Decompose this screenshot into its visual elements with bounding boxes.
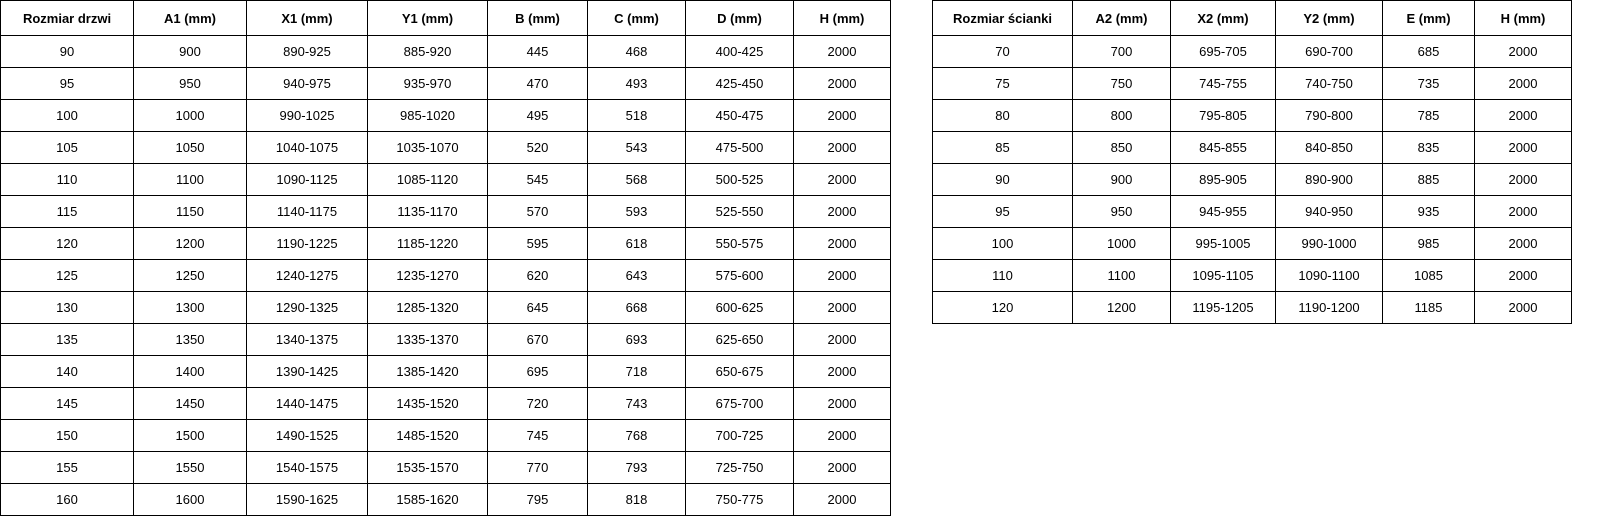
table-cell: 835 (1383, 132, 1475, 164)
table-cell: 1285-1320 (368, 292, 488, 324)
table-cell: 593 (588, 196, 686, 228)
column-header: X2 (mm) (1171, 1, 1276, 36)
table-cell: 550-575 (686, 228, 794, 260)
column-header: Y1 (mm) (368, 1, 488, 36)
table-cell: 740-750 (1276, 68, 1383, 100)
table-cell: 1490-1525 (247, 420, 368, 452)
table-cell: 950 (1073, 196, 1171, 228)
table-cell: 85 (933, 132, 1073, 164)
table-cell: 1440-1475 (247, 388, 368, 420)
table-cell: 793 (588, 452, 686, 484)
table-cell: 1550 (134, 452, 247, 484)
doors-table-body (1, 36, 891, 516)
table-cell: 1500 (134, 420, 247, 452)
table-cell: 1340-1375 (247, 324, 368, 356)
table-cell: 520 (488, 132, 588, 164)
table-cell: 995-1005 (1171, 228, 1276, 260)
table-cell: 110 (1, 164, 134, 196)
table-cell: 95 (933, 196, 1073, 228)
table-cell: 75 (933, 68, 1073, 100)
table-cell: 800 (1073, 100, 1171, 132)
table-cell: 940-975 (247, 68, 368, 100)
table-cell: 790-800 (1276, 100, 1383, 132)
table-cell: 935-970 (368, 68, 488, 100)
table-cell: 568 (588, 164, 686, 196)
table-cell: 1040-1075 (247, 132, 368, 164)
table-cell: 1300 (134, 292, 247, 324)
table-cell: 1185-1220 (368, 228, 488, 260)
table-cell: 160 (1, 484, 134, 516)
table-cell: 115 (1, 196, 134, 228)
table-cell: 2000 (794, 196, 891, 228)
table-row (1, 196, 891, 228)
table-cell: 795 (488, 484, 588, 516)
table-row (933, 132, 1572, 164)
table-row (933, 36, 1572, 68)
table-cell: 620 (488, 260, 588, 292)
table-cell: 2000 (794, 68, 891, 100)
table-header-row (933, 1, 1572, 36)
table-cell: 468 (588, 36, 686, 68)
column-header: H (mm) (794, 1, 891, 36)
table-cell: 725-750 (686, 452, 794, 484)
table-cell: 105 (1, 132, 134, 164)
table-cell: 945-955 (1171, 196, 1276, 228)
column-header: D (mm) (686, 1, 794, 36)
table-cell: 885 (1383, 164, 1475, 196)
table-cell: 2000 (1475, 292, 1572, 324)
column-header: H (mm) (1475, 1, 1572, 36)
table-cell: 700-725 (686, 420, 794, 452)
table-cell: 1200 (1073, 292, 1171, 324)
table-cell: 95 (1, 68, 134, 100)
walls-size-table (932, 0, 1572, 324)
table-cell: 495 (488, 100, 588, 132)
table-cell: 900 (1073, 164, 1171, 196)
table-cell: 100 (1, 100, 134, 132)
table-cell: 110 (933, 260, 1073, 292)
column-header: A1 (mm) (134, 1, 247, 36)
table-cell: 1050 (134, 132, 247, 164)
table-cell: 595 (488, 228, 588, 260)
table-cell: 425-450 (686, 68, 794, 100)
table-cell: 2000 (1475, 196, 1572, 228)
table-cell: 2000 (1475, 68, 1572, 100)
table-cell: 770 (488, 452, 588, 484)
table-cell: 1090-1100 (1276, 260, 1383, 292)
table-cell: 643 (588, 260, 686, 292)
table-cell: 1085 (1383, 260, 1475, 292)
table-cell: 1140-1175 (247, 196, 368, 228)
table-cell: 668 (588, 292, 686, 324)
table-cell: 745-755 (1171, 68, 1276, 100)
table-row (1, 260, 891, 292)
table-cell: 1250 (134, 260, 247, 292)
table-cell: 1200 (134, 228, 247, 260)
table-cell: 150 (1, 420, 134, 452)
table-cell: 795-805 (1171, 100, 1276, 132)
table-cell: 1190-1225 (247, 228, 368, 260)
table-cell: 1600 (134, 484, 247, 516)
table-cell: 1290-1325 (247, 292, 368, 324)
table-cell: 1485-1520 (368, 420, 488, 452)
table-row (1, 420, 891, 452)
table-cell: 145 (1, 388, 134, 420)
column-header: C (mm) (588, 1, 686, 36)
table-cell: 130 (1, 292, 134, 324)
table-cell: 470 (488, 68, 588, 100)
table-cell: 890-900 (1276, 164, 1383, 196)
walls-table-head (933, 1, 1572, 36)
table-row (1, 452, 891, 484)
doors-table-head (1, 1, 891, 36)
table-cell: 1350 (134, 324, 247, 356)
table-cell: 1000 (134, 100, 247, 132)
table-cell: 2000 (794, 164, 891, 196)
table-cell: 543 (588, 132, 686, 164)
table-row (1, 356, 891, 388)
table-cell: 400-425 (686, 36, 794, 68)
table-cell: 695-705 (1171, 36, 1276, 68)
table-cell: 625-650 (686, 324, 794, 356)
table-cell: 90 (1, 36, 134, 68)
table-cell: 890-925 (247, 36, 368, 68)
table-cell: 2000 (794, 356, 891, 388)
table-cell: 895-905 (1171, 164, 1276, 196)
table-row (933, 292, 1572, 324)
table-cell: 645 (488, 292, 588, 324)
table-cell: 720 (488, 388, 588, 420)
table-cell: 940-950 (1276, 196, 1383, 228)
table-cell: 135 (1, 324, 134, 356)
table-cell: 518 (588, 100, 686, 132)
table-cell: 1435-1520 (368, 388, 488, 420)
table-cell: 2000 (1475, 260, 1572, 292)
table-cell: 2000 (794, 36, 891, 68)
table-cell: 80 (933, 100, 1073, 132)
table-cell: 1095-1105 (1171, 260, 1276, 292)
table-row (933, 164, 1572, 196)
table-cell: 700 (1073, 36, 1171, 68)
table-cell: 1100 (134, 164, 247, 196)
table-header-row (1, 1, 891, 36)
table-cell: 690-700 (1276, 36, 1383, 68)
table-cell: 570 (488, 196, 588, 228)
table-row (1, 164, 891, 196)
table-cell: 450-475 (686, 100, 794, 132)
table-cell: 575-600 (686, 260, 794, 292)
table-cell: 1590-1625 (247, 484, 368, 516)
table-row (933, 228, 1572, 260)
table-cell: 493 (588, 68, 686, 100)
table-cell: 900 (134, 36, 247, 68)
table-row (933, 100, 1572, 132)
table-cell: 693 (588, 324, 686, 356)
table-row (1, 388, 891, 420)
column-header: B (mm) (488, 1, 588, 36)
table-cell: 1190-1200 (1276, 292, 1383, 324)
table-cell: 675-700 (686, 388, 794, 420)
table-cell: 1195-1205 (1171, 292, 1276, 324)
table-cell: 750 (1073, 68, 1171, 100)
table-cell: 600-625 (686, 292, 794, 324)
table-cell: 1035-1070 (368, 132, 488, 164)
column-header: A2 (mm) (1073, 1, 1171, 36)
table-cell: 70 (933, 36, 1073, 68)
table-cell: 950 (134, 68, 247, 100)
table-row (1, 228, 891, 260)
table-cell: 695 (488, 356, 588, 388)
table-cell: 1390-1425 (247, 356, 368, 388)
table-cell: 845-855 (1171, 132, 1276, 164)
table-cell: 525-550 (686, 196, 794, 228)
table-cell: 1450 (134, 388, 247, 420)
table-cell: 785 (1383, 100, 1475, 132)
table-cell: 2000 (794, 132, 891, 164)
table-cell: 2000 (794, 324, 891, 356)
table-cell: 685 (1383, 36, 1475, 68)
table-cell: 2000 (1475, 132, 1572, 164)
table-cell: 2000 (794, 100, 891, 132)
table-cell: 1585-1620 (368, 484, 488, 516)
table-cell: 1185 (1383, 292, 1475, 324)
table-cell: 1540-1575 (247, 452, 368, 484)
table-cell: 155 (1, 452, 134, 484)
table-cell: 1535-1570 (368, 452, 488, 484)
table-cell: 445 (488, 36, 588, 68)
table-cell: 718 (588, 356, 686, 388)
table-cell: 1100 (1073, 260, 1171, 292)
table-cell: 100 (933, 228, 1073, 260)
walls-table-body (933, 36, 1572, 324)
table-cell: 1150 (134, 196, 247, 228)
table-row (1, 132, 891, 164)
table-row (933, 68, 1572, 100)
table-row (1, 484, 891, 516)
table-row (1, 324, 891, 356)
table-cell: 1400 (134, 356, 247, 388)
table-cell: 743 (588, 388, 686, 420)
table-cell: 2000 (1475, 36, 1572, 68)
table-row (933, 196, 1572, 228)
table-cell: 985 (1383, 228, 1475, 260)
table-cell: 125 (1, 260, 134, 292)
table-cell: 750-775 (686, 484, 794, 516)
table-cell: 1135-1170 (368, 196, 488, 228)
column-header: Y2 (mm) (1276, 1, 1383, 36)
table-row (933, 260, 1572, 292)
table-cell: 120 (1, 228, 134, 260)
table-cell: 2000 (1475, 100, 1572, 132)
column-header: E (mm) (1383, 1, 1475, 36)
table-cell: 618 (588, 228, 686, 260)
table-cell: 140 (1, 356, 134, 388)
table-cell: 2000 (794, 228, 891, 260)
walls-table-container (932, 0, 1572, 324)
table-row (1, 292, 891, 324)
table-cell: 2000 (794, 388, 891, 420)
table-cell: 2000 (1475, 228, 1572, 260)
table-cell: 990-1025 (247, 100, 368, 132)
table-cell: 985-1020 (368, 100, 488, 132)
table-cell: 735 (1383, 68, 1475, 100)
table-row (1, 100, 891, 132)
table-cell: 885-920 (368, 36, 488, 68)
table-cell: 120 (933, 292, 1073, 324)
table-cell: 475-500 (686, 132, 794, 164)
table-cell: 650-675 (686, 356, 794, 388)
table-cell: 1385-1420 (368, 356, 488, 388)
column-header: Rozmiar ścianki (933, 1, 1073, 36)
table-cell: 768 (588, 420, 686, 452)
table-row (1, 68, 891, 100)
table-cell: 935 (1383, 196, 1475, 228)
table-cell: 2000 (794, 452, 891, 484)
table-cell: 2000 (1475, 164, 1572, 196)
table-cell: 1235-1270 (368, 260, 488, 292)
table-cell: 2000 (794, 260, 891, 292)
table-cell: 990-1000 (1276, 228, 1383, 260)
table-row (1, 36, 891, 68)
table-cell: 850 (1073, 132, 1171, 164)
table-cell: 1240-1275 (247, 260, 368, 292)
table-cell: 1085-1120 (368, 164, 488, 196)
table-cell: 2000 (794, 484, 891, 516)
table-cell: 745 (488, 420, 588, 452)
table-cell: 545 (488, 164, 588, 196)
table-cell: 2000 (794, 420, 891, 452)
table-cell: 90 (933, 164, 1073, 196)
table-cell: 500-525 (686, 164, 794, 196)
table-cell: 840-850 (1276, 132, 1383, 164)
table-cell: 1335-1370 (368, 324, 488, 356)
column-header: Rozmiar drzwi (1, 1, 134, 36)
table-cell: 1000 (1073, 228, 1171, 260)
table-cell: 2000 (794, 292, 891, 324)
table-cell: 670 (488, 324, 588, 356)
column-header: X1 (mm) (247, 1, 368, 36)
table-cell: 818 (588, 484, 686, 516)
table-cell: 1090-1125 (247, 164, 368, 196)
